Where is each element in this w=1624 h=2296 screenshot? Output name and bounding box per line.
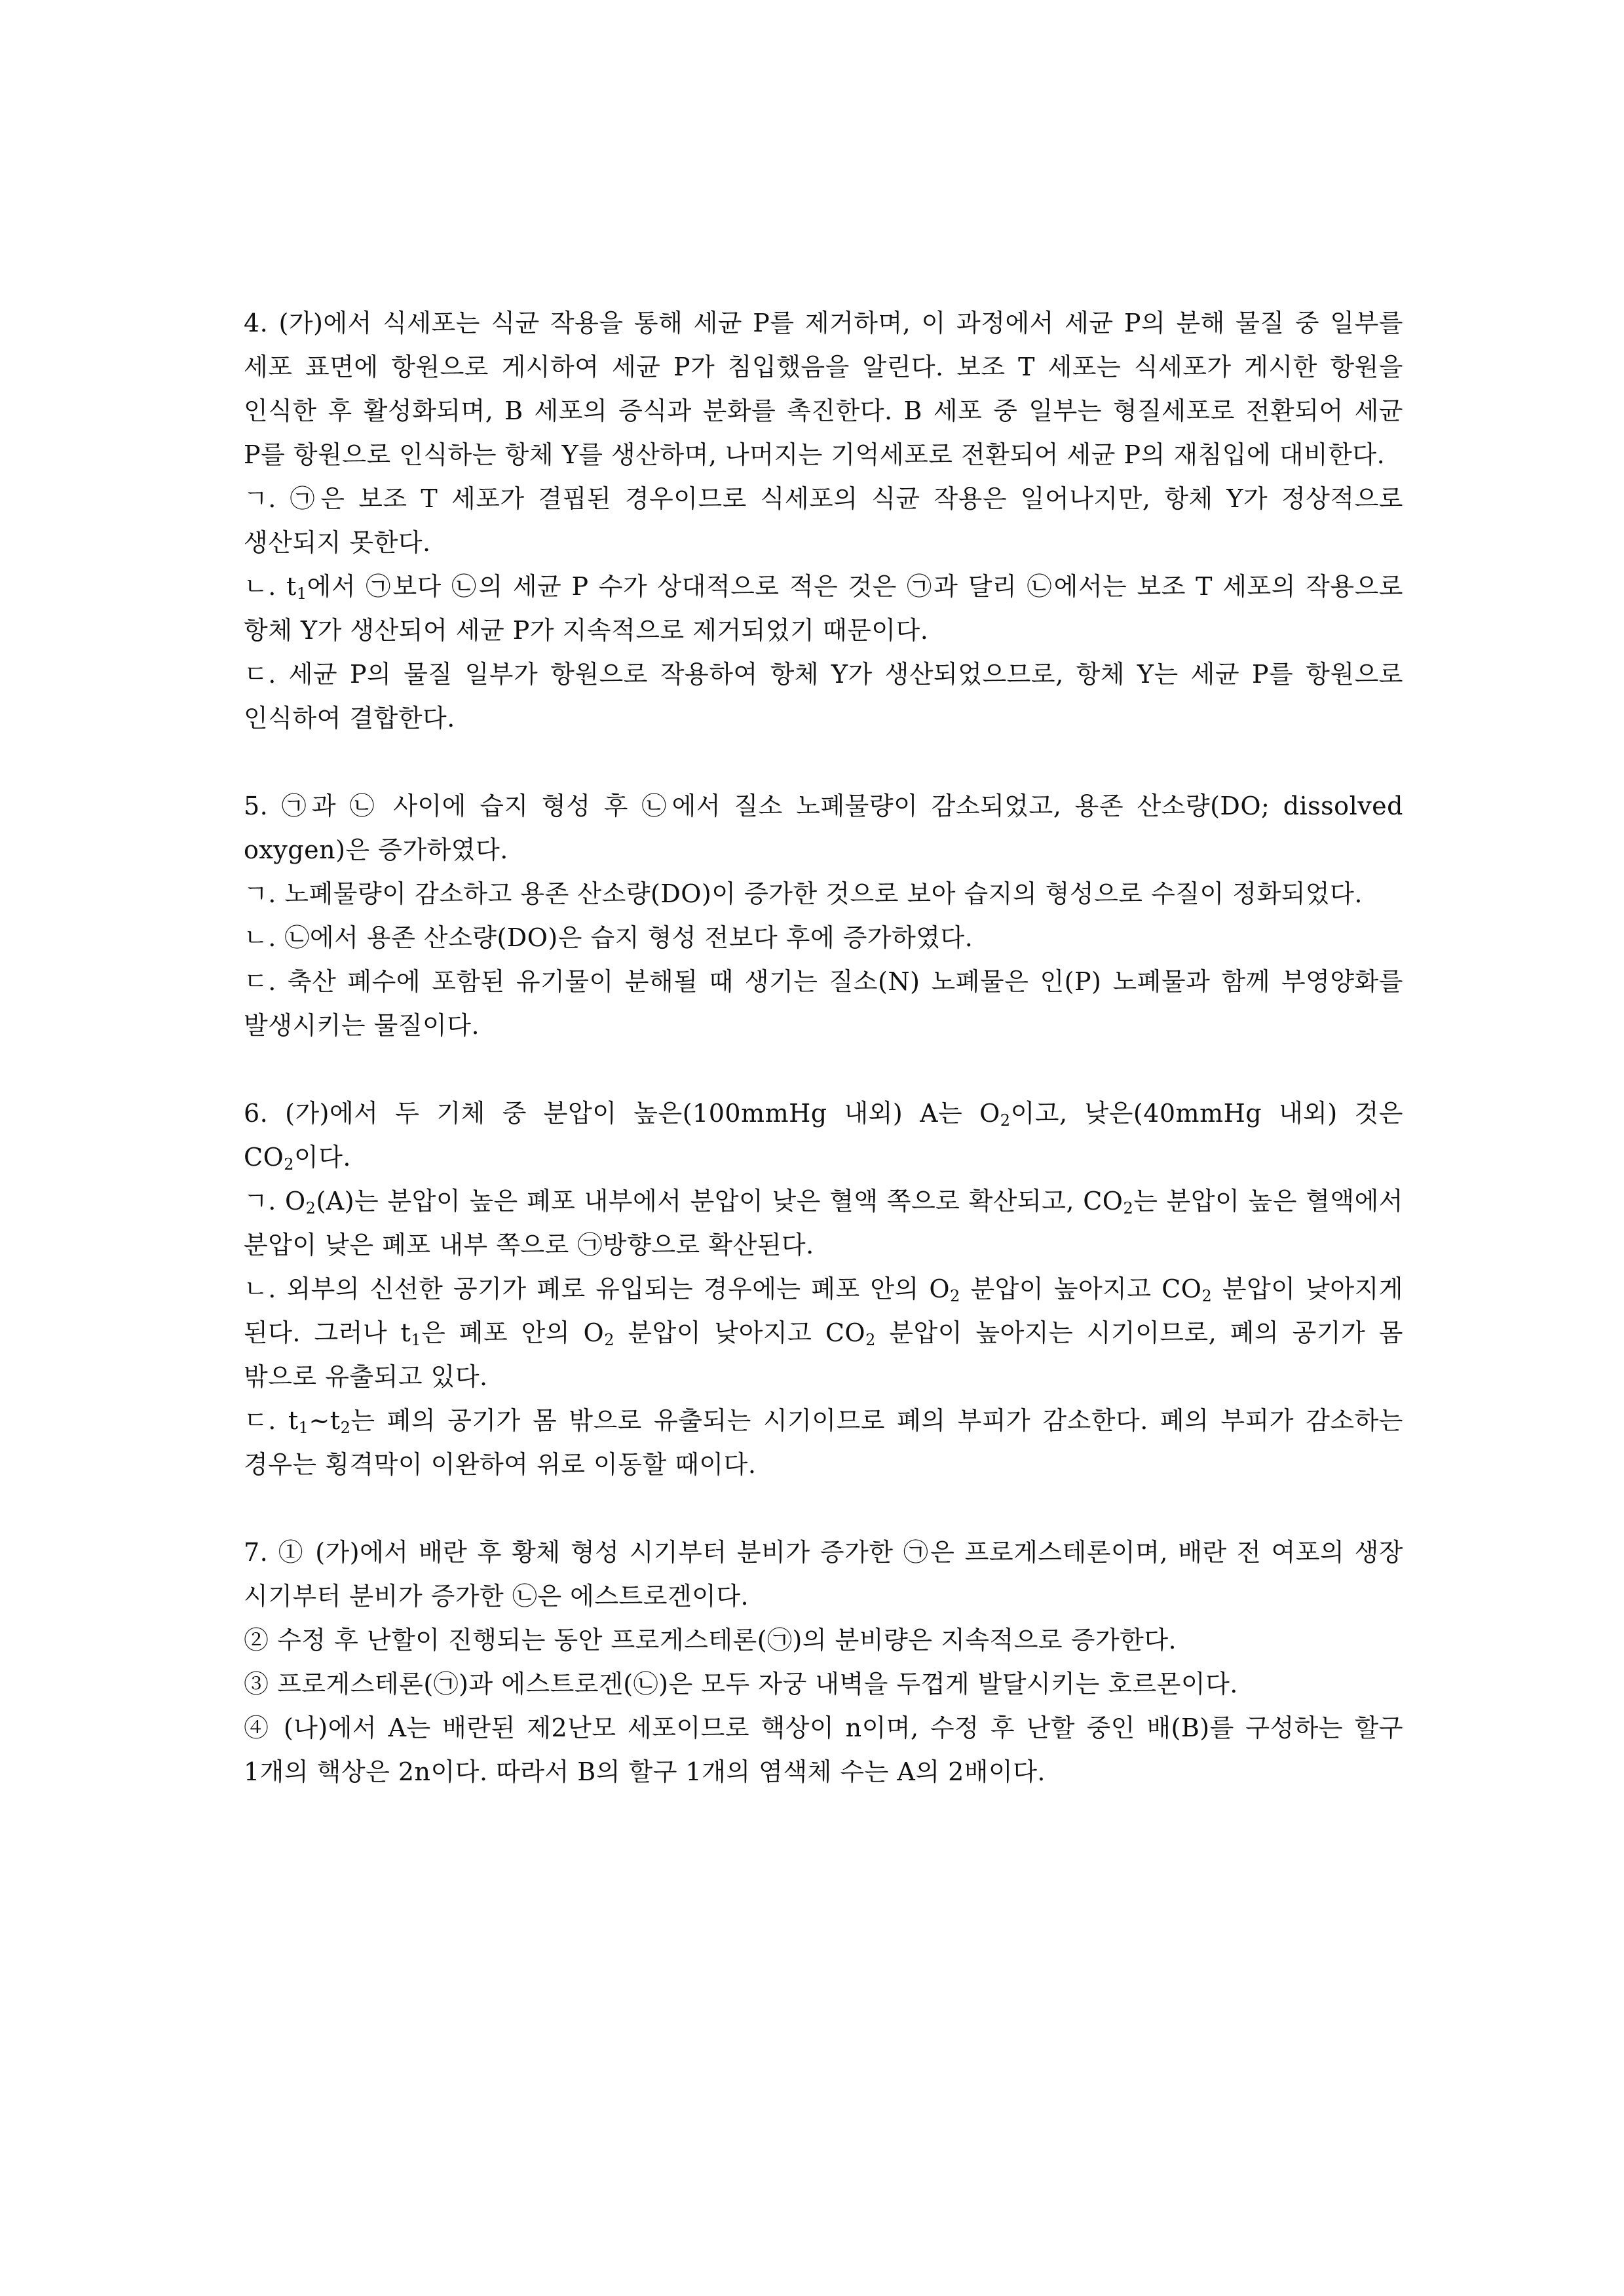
question-6-explanation: [244, 1092, 1403, 1487]
q4-intro: 4. (가)에서 식세포는 식균 작용을 통해 세균 P를 제거하며, 이 과정에서 세균 P의 분해 물질 중 일부를 세포 표면에 항원으로 게시하여 세균 P가 침입했음을 알린다. 보조 T 세포는 식세포가 게시한 항원을 인식한 후 활성화되며, B 세포의 증식과 분화를 촉진한다. B 세포 중 일부는 형질세포로 전환되어 세균 P를 항원으로 인식하는 항체 Y를 생산하며, 나머지는 기억세포로 전환되어 세균 P의 재침입에 대비한다.: [244, 309, 1403, 469]
q4-choice-a: ㄱ. ㉠은 보조 T 세포가 결핍된 경우이므로 식세포의 식균 작용은 일어나지만, 항체 Y가 정상적으로 생산되지 못한다.: [244, 484, 1403, 557]
spacer: [244, 740, 1403, 784]
question-7-explanation: [244, 1531, 1403, 1794]
q5-intro: 5. ㉠과 ㉡ 사이에 습지 형성 후 ㉡에서 질소 노폐물량이 감소되었고, 용존 산소량(DO; dissolved oxygen)은 증가하였다.: [244, 792, 1403, 864]
spacer: [244, 1048, 1403, 1092]
q7-option-2: ② 수정 후 난할이 진행되는 동안 프로게스테론(㉠)의 분비량은 지속적으로 증가한다.: [244, 1626, 1177, 1655]
q7-option-1: 7. ① (가)에서 배란 후 황체 형성 시기부터 분비가 증가한 ㉠은 프로게스테론이며, 배란 전 여포의 생장 시기부터 분비가 증가한 ㉡은 에스트로겐이다.: [244, 1538, 1403, 1611]
q6-intro: 6. (가)에서 두 기체 중 분압이 높은(100mmHg 내외) A는 $O_2$이고, 낮은(40mmHg 내외) 것은 $CO_2$이다.: [244, 1099, 1404, 1174]
q4-choice-b: ㄴ. $t_1$에서 ㉠보다 ㉡의 세균 P 수가 상대적으로 적은 것은 ㉠과 달리 ㉡에서는 보조 T 세포의 작용으로 항체 Y가 생산되어 세균 P가 지속적으로 제거되었기 때문이다.: [244, 572, 1404, 645]
q5-choice-c: ㄷ. 축산 폐수에 포함된 유기물이 분해될 때 생기는 질소(N) 노폐물은 인(P) 노폐물과 함께 부영양화를 발생시키는 물질이다.: [244, 967, 1403, 1040]
spacer: [244, 1487, 1403, 1531]
q5-choice-b: ㄴ. ㉡에서 용존 산소량(DO)은 습지 형성 전보다 후에 증가하였다.: [244, 923, 973, 952]
q6-choice-c: ㄷ. $t_1\sim t_2$는 폐의 공기가 몸 밖으로 유출되는 시기이므로 폐의 부피가 감소한다. 폐의 부피가 감소하는 경우는 횡격막이 이완하여 위로 이동할 때이다.: [244, 1406, 1403, 1479]
question-4-explanation: [244, 301, 1403, 740]
q7-option-3: ③ 프로게스테론(㉠)과 에스트로겐(㉡)은 모두 자궁 내벽을 두껍게 발달시키는 호르몬이다.: [244, 1670, 1238, 1698]
q6-choice-b: ㄴ. 외부의 신선한 공기가 폐로 유입되는 경우에는 폐포 안의 $O_2$ 분압이 높아지고 $CO_2$ 분압이 낮아지게 된다. 그러나 $t_1$은 폐포 안의 $O_2$ 분압이 낮아지고 $CO_2$ 분압이 높아지는 시기이므로, 폐의 공기가 몸 밖으로 유출되고 있다.: [244, 1274, 1403, 1391]
q7-option-4: ④ (나)에서 A는 배란된 제2난모 세포이므로 핵상이 n이며, 수정 후 난할 중인 배(B)를 구성하는 할구 1개의 핵상은 2n이다. 따라서 B의 할구 1개의 염색체 수는 A의 2배이다.: [244, 1713, 1403, 1786]
answer-explanations-page: [244, 301, 1403, 1794]
question-5-explanation: [244, 784, 1403, 1048]
q5-choice-a: ㄱ. 노폐물량이 감소하고 용존 산소량(DO)이 증가한 것으로 보아 습지의 형성으로 수질이 정화되었다.: [244, 879, 1363, 908]
q4-choice-c: ㄷ. 세균 P의 물질 일부가 항원으로 작용하여 항체 Y가 생산되었으므로, 항체 Y는 세균 P를 항원으로 인식하여 결합한다.: [244, 660, 1403, 733]
q6-choice-a: ㄱ. $O_2(A)$는 분압이 높은 폐포 내부에서 분압이 낮은 혈액 쪽으로 확산되고, $CO_2$는 분압이 높은 혈액에서 분압이 낮은 폐포 내부 쪽으로 ㉠방향으로 확산된다.: [244, 1187, 1403, 1259]
